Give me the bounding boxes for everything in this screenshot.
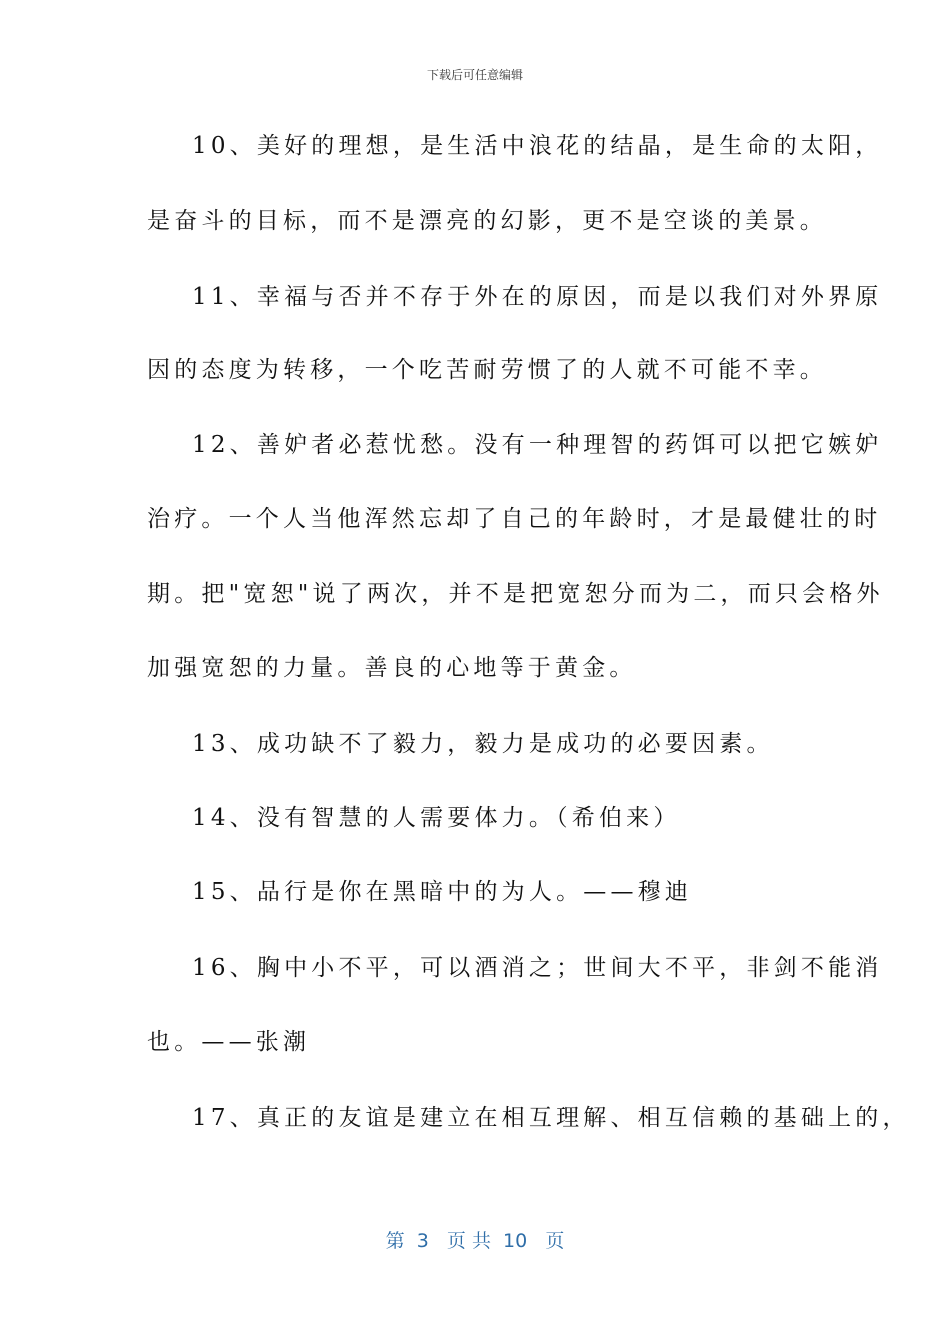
paragraph-15-line-1: 15、品行是你在黑暗中的为人。——穆迪 [192,879,693,905]
paragraph-12-line-1: 12、善妒者必惹忧愁。没有一种理智的药饵可以把它嫉妒 [192,432,883,458]
paragraph-17-line-1: 17、真正的友谊是建立在相互理解、相互信赖的基础上的， [192,1105,910,1131]
paragraph-13-line-1: 13、成功缺不了毅力，毅力是成功的必要因素。 [192,731,774,757]
paragraph-16-line-2: 也。——张潮 [147,1029,311,1055]
paragraph-10-line-1: 10、美好的理想，是生活中浪花的结晶，是生命的太阳， [192,133,883,159]
paragraph-16-line-1: 16、胸中小不平，可以酒消之；世间大不平，非剑不能消 [192,955,883,981]
paragraph-11-line-1: 11、幸福与否并不存于外在的原因，而是以我们对外界原 [192,284,883,310]
paragraph-12-line-2: 治疗。一个人当他浑然忘却了自己的年龄时，才是最健壮的时 [147,506,882,532]
paragraph-10-line-2: 是奋斗的目标，而不是漂亮的幻影，更不是空谈的美景。 [147,208,827,234]
page-number-footer: 第 3 页 共 10 页 [385,1230,565,1252]
paragraph-11-line-2: 因的态度为转移，一个吃苦耐劳惯了的人就不可能不幸。 [147,357,827,383]
paragraph-12-line-4: 加强宽恕的力量。善良的心地等于黄金。 [147,655,637,681]
paragraph-12-line-3: 期。把"宽恕"说了两次，并不是把宽恕分而为二，而只会格外 [147,581,884,607]
paragraph-14-line-1: 14、没有智慧的人需要体力。（希伯来） [192,805,681,831]
page-header-note: 下载后可任意编辑 [426,68,523,82]
